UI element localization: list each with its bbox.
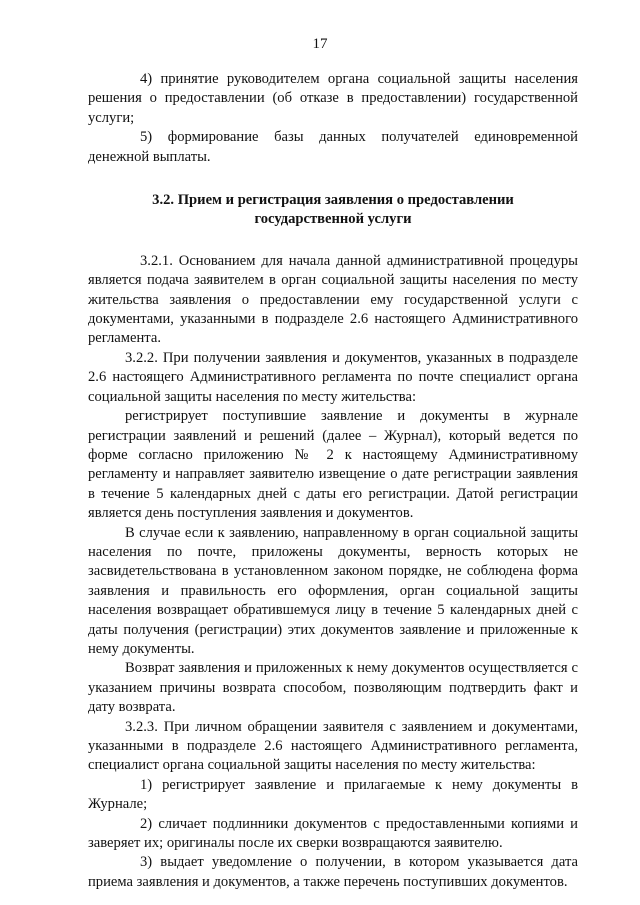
list-item-4: 4) принятие руководителем органа социальной защиты населения решения о предоставлении (об отказе в предоставлении) государственной услуги; bbox=[88, 71, 578, 126]
section-heading bbox=[88, 191, 578, 230]
list-item-verify: 2) сличает подлинники документов с предоставленными копиями и заверяет их; оригиналы после их сверки возвращаются заявителю. bbox=[88, 815, 578, 852]
spacer bbox=[88, 230, 578, 252]
paragraph-return-case: В случае если к заявлению, направленному в орган социальной защиты населения по почте, приложены документы, верность которых не засвидетельствована в установленном законом порядке, не соблюдена форма заявления и правильность его оформления, орган социальной защиты населения возвращает обратившемуся лицу в течение 5 календарных дней с даты получения (регистрации) этих документов заявление и приложенные к нему документы. bbox=[88, 524, 578, 657]
section-heading-line-2: государственной услуги bbox=[254, 211, 412, 228]
spacer bbox=[88, 167, 578, 191]
paragraph-return-method: Возврат заявления и приложенных к нему документов осуществляется с указанием причины возврата способом, позволяющим подтвердить факт и дату возврата. bbox=[88, 660, 578, 716]
page-number: 17 bbox=[312, 36, 328, 52]
list-item-register: 1) регистрирует заявление и прилагаемые к нему документы в Журнале; bbox=[88, 776, 578, 813]
list-item-notice: 3) выдает уведомление о получении, в котором указывается дата приема заявления и документов, а также перечень поступивших документов. bbox=[88, 854, 578, 890]
paragraph-3-2-2: 3.2.2. При получении заявления и документов, указанных в подразделе 2.6 настоящего Административного регламента по почте специалист органа социальной защиты населения по месту жительства: bbox=[88, 349, 578, 405]
paragraph-registration: регистрирует поступившие заявление и документы в журнале регистрации заявлений и решений (далее – Журнал), который ведется по форме согласно приложению № 2 к настоящему Административному регламенту и направляет заявителю извещение о дате регистрации заявления в течение 5 календарных дней с даты его регистрации. Датой регистрации является день поступления заявления и документов. bbox=[88, 408, 578, 522]
paragraph-3-2-3: 3.2.3. При личном обращении заявителя с заявлением и документами, указанными в подразделе 2.6 настоящего Административного регламента, специалист органа социальной защиты населения по месту жительства: bbox=[88, 718, 578, 774]
list-item-5: 5) формирование базы данных получателей единовременной денежной выплаты. bbox=[88, 129, 578, 165]
section-heading-line-1: 3.2. Прием и регистрация заявления о предоставлении bbox=[152, 192, 514, 209]
document-body bbox=[88, 70, 578, 892]
paragraph-3-2-1: 3.2.1. Основанием для начала данной административной процедуры является подача заявителем в орган социальной защиты населения по месту жительства заявления о предоставлении ему государственной услуги с документами, указанными в подразделе 2.6 настоящего Административного регламента. bbox=[88, 252, 578, 347]
